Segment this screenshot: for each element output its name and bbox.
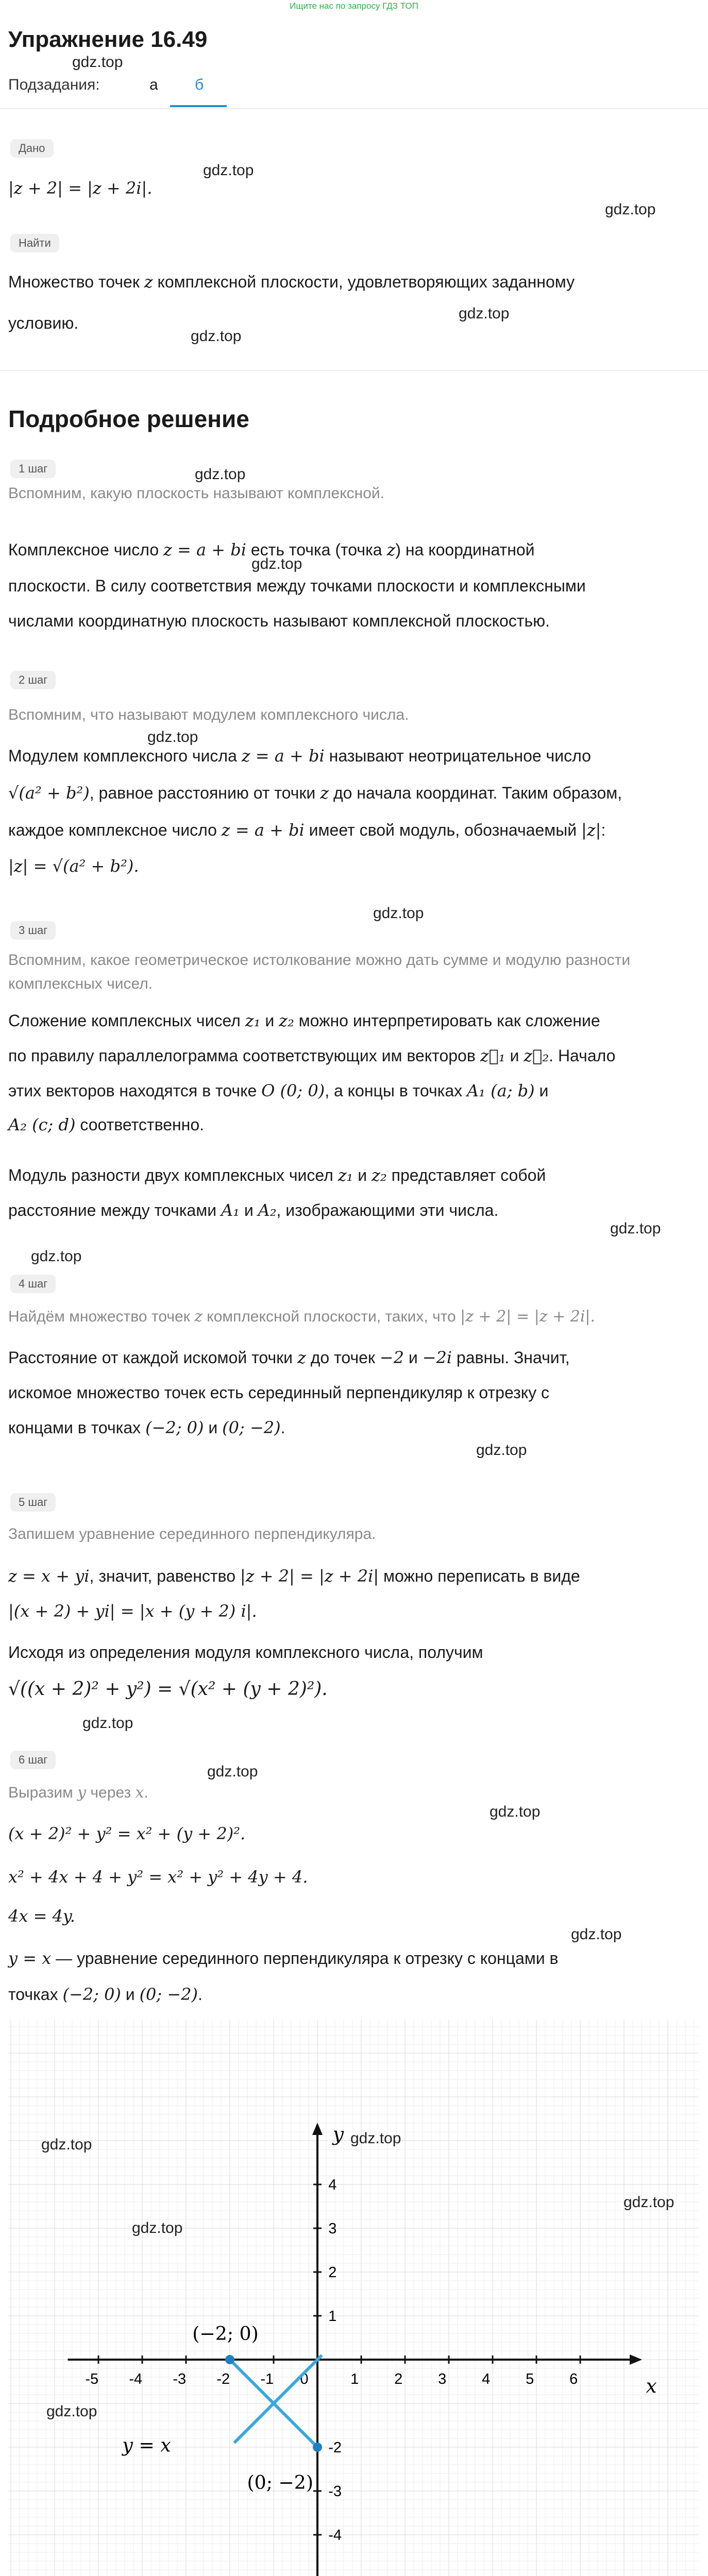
y-tick-label: -3: [328, 2483, 342, 2500]
step-2-label: 2 шаг: [10, 671, 56, 689]
line-label: y = x: [122, 2434, 171, 2456]
step-3-line5: Модуль разности двух комплексных чисел z₁ и z₂ представляет собой: [8, 1165, 546, 1185]
tab-b[interactable]: б: [195, 76, 204, 93]
find-label: Найти: [10, 234, 59, 252]
watermark: gdz.top: [46, 2403, 97, 2420]
watermark: gdz.top: [476, 1442, 527, 1459]
step-6-line1: y = x — уравнение серединного перпендикуляра к отрезку с концами в: [8, 1948, 559, 1968]
given-label: Дано: [10, 139, 54, 158]
y-tick-label: 1: [328, 2308, 337, 2325]
top-banner[interactable]: Ищите нас по запросу ГДЗ ТОП: [290, 1, 418, 11]
watermark: gdz.top: [132, 2219, 183, 2236]
step-6-line2: точках (−2; 0) и (0; −2).: [8, 1985, 203, 2004]
step-5-line1: z = x + yi, значит, равенство |z + 2| = |z + 2i| можно переписать в виде: [8, 1566, 580, 1586]
x-tick-label: -2: [216, 2370, 230, 2387]
x-tick-label: -4: [129, 2370, 143, 2387]
step-4-line3: концами в точках (−2; 0) и (0; −2).: [8, 1418, 285, 1437]
step-4-line2: искомое множество точек есть серединный перпендикуляр к отрезку с: [8, 1383, 549, 1402]
step-6-hint: Выразим y через x.: [8, 1784, 148, 1802]
step-6-eq3: 4x = 4y.: [8, 1906, 75, 1926]
step-6-eq2: x² + 4x + 4 + y² = x² + y² + 4y + 4.: [8, 1867, 308, 1887]
active-tab-indicator: [170, 105, 227, 107]
watermark: gdz.top: [147, 728, 198, 745]
x-tick-label: 3: [438, 2370, 447, 2387]
watermark: gdz.top: [571, 1926, 622, 1943]
point-a: [225, 2355, 234, 2364]
step-3-line1: Сложение комплексных чисел z₁ и z₂ можно интерпретировать как сложение: [8, 1011, 600, 1030]
watermark: gdz.top: [207, 1763, 258, 1780]
given-formula: |z + 2| = |z + 2i|.: [8, 178, 153, 198]
step-6-eq1: (x + 2)² + y² = x² + (y + 2)².: [8, 1824, 246, 1843]
step-6-label: 6 шаг: [10, 1751, 56, 1769]
watermark: gdz.top: [610, 1220, 661, 1237]
watermark: gdz.top: [490, 1803, 541, 1820]
find-text-line1: Множество точек z комплексной плоскости, удовлетворяющих заданному: [8, 272, 575, 292]
step-3-label: 3 шаг: [10, 921, 56, 940]
watermark: gdz.top: [459, 305, 510, 322]
y-tick-label: 4: [328, 2177, 337, 2194]
x-tick-label: 4: [482, 2370, 491, 2387]
x-axis-label: x: [646, 2374, 657, 2397]
step-1-line3: числами координатную плоскость называют комплексной плоскостью.: [8, 612, 550, 630]
step-3-line4: A₂ (c; d) соответственно.: [8, 1115, 205, 1134]
x-tick-label: 1: [350, 2370, 359, 2387]
step-5-hint: Запишем уравнение серединного перпендикуляра.: [8, 1526, 376, 1543]
divider: [0, 108, 708, 109]
step-1-line1: Комплексное число z = a + bi есть точка (точка z) на координатной: [8, 540, 535, 560]
step-3-line6: расстояние между точками A₁ и A₂, изображающими эти числа.: [8, 1200, 499, 1220]
step-1-label: 1 шаг: [10, 460, 56, 478]
tab-a[interactable]: а: [149, 76, 158, 93]
y-tick-label: -4: [328, 2527, 342, 2544]
step-3-line2: по правилу параллелограмма соответствующих им векторов z⃗₁ и z⃗₂. Начало: [8, 1046, 616, 1065]
step-1-line2: плоскости. В силу соответствия между точками плоскости и комплексными: [8, 577, 586, 595]
point-b-label: (0; −2): [247, 2471, 314, 2494]
x-axis-arrow: [630, 2354, 642, 2365]
step-5-line4: √((x + 2)² + y²) = √(x² + (y + 2)²).: [8, 1679, 328, 1700]
step-1-hint: Вспомним, какую плоскость называют комплексной.: [8, 485, 385, 502]
y-axis-label: y: [332, 2123, 344, 2145]
watermark: gdz.top: [350, 2130, 401, 2147]
watermark: gdz.top: [373, 905, 424, 922]
x-tick-label: -1: [260, 2370, 274, 2387]
x-tick-label: 5: [526, 2370, 534, 2387]
step-4-hint: Найдём множество точек z комплексной плоскости, таких, что |z + 2| = |z + 2i|.: [8, 1308, 596, 1326]
step-4-label: 4 шаг: [10, 1275, 56, 1293]
x-tick-label: -3: [173, 2370, 187, 2387]
step-2-line1: Модулем комплексного числа z = a + bi называют неотрицательное число: [8, 746, 591, 766]
watermark: gdz.top: [31, 1248, 82, 1265]
watermark: gdz.top: [191, 328, 242, 345]
divider: [0, 370, 708, 371]
solution-title: Подробное решение: [8, 405, 249, 432]
step-2-line4: |z| = √(a² + b²).: [8, 856, 139, 876]
y-tick-label: -2: [328, 2439, 342, 2456]
watermark: gdz.top: [251, 555, 302, 572]
watermark: gdz.top: [605, 201, 656, 218]
step-3-hint-line1: Вспомним, какое геометрическое истолкование можно дать сумме и модулю разности: [8, 952, 631, 969]
y-tick-label: 3: [328, 2221, 337, 2238]
step-2-line3: каждое комплексное число z = a + bi имеет свой модуль, обозначаемый |z|:: [8, 820, 606, 840]
y-axis-arrow: [312, 2123, 323, 2135]
step-5-label: 5 шаг: [10, 1493, 56, 1512]
watermark: gdz.top: [195, 466, 246, 483]
subtasks-label: Подзадания:: [8, 76, 100, 93]
watermark: gdz.top: [203, 162, 254, 179]
x-tick-label: 6: [569, 2370, 578, 2387]
graph-svg: [8, 2020, 699, 2576]
step-2-hint: Вспомним, что называют модулем комплексного числа.: [8, 706, 409, 723]
x-tick-label: 2: [394, 2370, 403, 2387]
page-title: Упражнение 16.49: [8, 27, 208, 52]
step-3-hint-line2: комплексных чисел.: [8, 975, 153, 992]
watermark: gdz.top: [72, 54, 123, 71]
point-b: [313, 2443, 322, 2452]
step-5-line2: |(x + 2) + yi| = |x + (y + 2) i|.: [8, 1601, 257, 1621]
step-5-line3: Исходя из определения модуля комплексного числа, получим: [8, 1643, 483, 1662]
solution-graph: [8, 2020, 699, 2576]
x-tick-label: 0: [300, 2370, 309, 2387]
watermark: gdz.top: [82, 1715, 133, 1732]
watermark: gdz.top: [41, 2136, 92, 2153]
watermark: gdz.top: [623, 2194, 675, 2211]
step-2-line2: √(a² + b²), равное расстоянию от точки z до начала координат. Таким образом,: [8, 783, 622, 803]
x-tick-label: -5: [85, 2370, 99, 2387]
point-a-label: (−2; 0): [192, 2322, 259, 2345]
step-4-line1: Расстояние от каждой искомой точки z до точек −2 и −2i равны. Значит,: [8, 1348, 570, 1367]
y-tick-label: 2: [328, 2264, 337, 2281]
step-3-line3: этих векторов находятся в точке O (0; 0), а концы в точках A₁ (a; b) и: [8, 1081, 549, 1100]
find-text-line2: условию.: [8, 314, 79, 332]
